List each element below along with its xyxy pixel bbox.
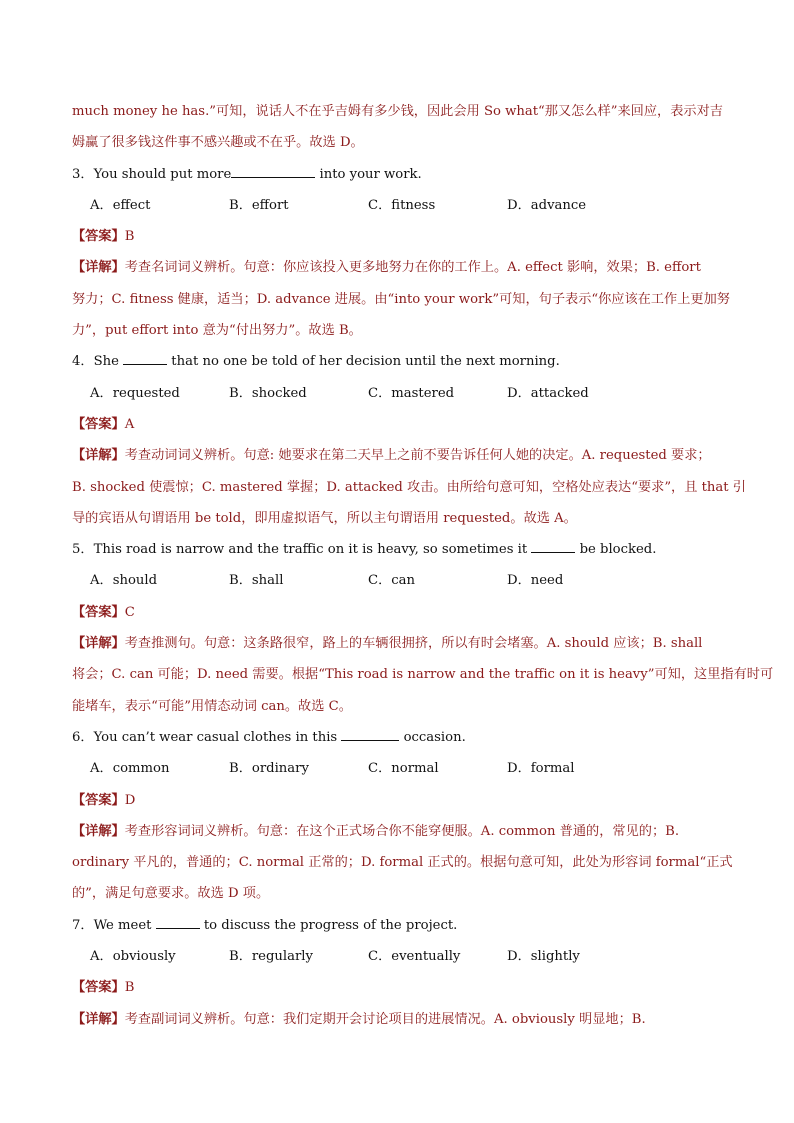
answer-blank (123, 350, 167, 365)
option-a: A．should (90, 573, 158, 589)
explanation-line (72, 503, 724, 534)
answer-label: 【答案】 (72, 604, 125, 620)
explanation-text: 考查推测句。句意：这条路很窄，路上的车辆很拥挤，所以有时会堵塞。A. should 应该；B. shall (124, 636, 703, 652)
explanation-text: 的”，满足句意要求。故选 D 项。 (72, 886, 270, 902)
answer-value: A (124, 416, 135, 432)
explanation-text: 力”，put effort into 意为“付出努力”。故选 B。 (72, 323, 362, 339)
question-number: 5． (72, 542, 94, 558)
answer-label: 【答案】 (72, 229, 125, 245)
question-text-before: You should put more (93, 166, 232, 182)
question-list (72, 159, 774, 1035)
question-text-after: to discuss the progress of the project. (199, 917, 458, 933)
answer-value: B (124, 229, 135, 245)
explanation-text: 导的宾语从句谓语用 be told，即用虚拟语气，所以主句谓语用 requested。故选 A。 (72, 510, 577, 526)
option-d: D．attacked (507, 385, 589, 401)
option-b: B．shocked (229, 385, 307, 401)
explanation-text: 考查形容词词义辨析。句意：在这个正式场合你不能穿便服。A. common 普通的，常见的；B. (124, 823, 680, 839)
answer-label: 【答案】 (72, 416, 125, 432)
option-a: A．effect (90, 197, 151, 213)
explanation-label: 【详解】 (72, 1011, 125, 1027)
answer-blank (231, 163, 315, 178)
question-number: 3． (72, 166, 94, 182)
question-block (72, 534, 774, 722)
answer-value: B (124, 980, 135, 996)
explanation-line (72, 878, 724, 909)
option-d: D．slightly (507, 949, 580, 965)
question-stem (72, 346, 724, 377)
option-c: C．normal (368, 761, 439, 777)
continuation-line-1: much money he has.”可知，说话人不在乎吉姆有多少钱，因此会用 So what“那又怎么样”来回应，表示对吉 (72, 104, 723, 119)
explanation-line (72, 315, 724, 346)
question-stem (72, 910, 724, 941)
answer-line (72, 597, 724, 628)
question-text-before: This road is narrow and the traffic on it is heavy, so sometimes it (93, 542, 532, 558)
option-b: B．ordinary (229, 761, 309, 777)
question-text-after: be blocked. (575, 542, 657, 558)
option-c: C．fitness (368, 197, 436, 213)
option-c: C．can (368, 573, 416, 589)
explanation-line (72, 252, 724, 283)
explanation-text: ordinary 平凡的，普通的；C. normal 正常的；D. formal 正式的。根据句意可知，此处为形容词 formal“正式 (72, 855, 733, 871)
option-b: B．regularly (229, 949, 313, 965)
question-text-before: We meet (93, 917, 156, 933)
question-block (72, 346, 746, 534)
explanation-text: 将会；C. can 可能；D. need 需要。根据“This road is narrow and the traffic on it is heavy”可知，这里指有时可 (72, 667, 774, 683)
question-text-before: She (93, 354, 124, 370)
explanation-line (72, 628, 724, 659)
option-d: D．need (507, 573, 564, 589)
answer-line (72, 972, 724, 1003)
option-d: D．formal (507, 761, 575, 777)
explanation-text: 能堵车，表示“可能”用情态动词 can。故选 C。 (72, 698, 352, 714)
explanation-label: 【详解】 (72, 260, 125, 276)
option-c: C．mastered (368, 385, 455, 401)
question-block (72, 722, 733, 910)
answer-value: C (124, 604, 135, 620)
option-row (72, 565, 724, 596)
question-number: 6． (72, 729, 94, 745)
question-block (72, 910, 724, 1035)
answer-line (72, 409, 724, 440)
option-a: A．requested (90, 385, 180, 401)
answer-blank (341, 726, 399, 741)
option-b: B．shall (229, 573, 284, 589)
option-row (72, 753, 724, 784)
option-row (72, 378, 724, 409)
question-stem (72, 534, 724, 565)
explanation-line (72, 691, 724, 722)
explanation-line (72, 472, 746, 503)
explanation-line (72, 1004, 724, 1035)
question-number: 7． (72, 917, 94, 933)
answer-line (72, 785, 724, 816)
explanation-text: 考查动词词义辨析。句意: 她要求在第二天早上之前不要告诉任何人她的决定。A. requested 要求； (124, 448, 711, 464)
explanation-text: 考查副词词义辨析。句意：我们定期开会讨论项目的进展情况。A. obviously 明显地；B. (124, 1011, 646, 1027)
explanation-label: 【详解】 (72, 823, 125, 839)
option-a: A．obviously (90, 949, 176, 965)
option-b: B．effort (229, 197, 289, 213)
question-text-after: that no one be told of her decision until the next morning. (167, 354, 560, 370)
answer-label: 【答案】 (72, 792, 125, 808)
explanation-line (72, 816, 724, 847)
explanation-label: 【详解】 (72, 636, 125, 652)
option-d: D．advance (507, 197, 587, 213)
question-number: 4． (72, 354, 94, 370)
explanation-text: 努力；C. fitness 健康，适当；D. advance 进展。由“into your work”可知，句子表示“你应该在工作上更加努 (72, 291, 730, 307)
explanation-text: 考查名词词义辨析。句意：你应该投入更多地努力在你的工作上。A. effect 影响，效果；B. effort (124, 260, 701, 276)
explanation-line (72, 659, 774, 690)
option-c: C．eventually (368, 949, 461, 965)
question-text-after: into your work. (315, 166, 422, 182)
question-stem (72, 159, 724, 190)
continuation-line-2: 姆赢了很多钱这件事不感兴趣或不在乎。故选 D。 (72, 135, 364, 151)
answer-line (72, 221, 724, 252)
explanation-label: 【详解】 (72, 448, 125, 464)
answer-value: D (124, 792, 136, 808)
explanation-text: B. shocked 使震惊；C. mastered 掌握；D. attacked 攻击。由所给句意可知，空格处应表达“要求”，且 that 引 (72, 479, 746, 495)
question-text-after: occasion. (399, 729, 466, 745)
option-a: A．common (90, 761, 170, 777)
question-stem (72, 722, 724, 753)
question-block (72, 159, 730, 347)
document-page (72, 96, 774, 1035)
answer-label: 【答案】 (72, 980, 125, 996)
answer-blank (156, 914, 200, 929)
option-row (72, 190, 724, 221)
option-row (72, 941, 724, 972)
explanation-line (72, 440, 724, 471)
explanation-line (72, 847, 733, 878)
question-text-before: You can’t wear casual clothes in this (93, 729, 342, 745)
explanation-line (72, 284, 730, 315)
answer-blank (531, 538, 575, 553)
